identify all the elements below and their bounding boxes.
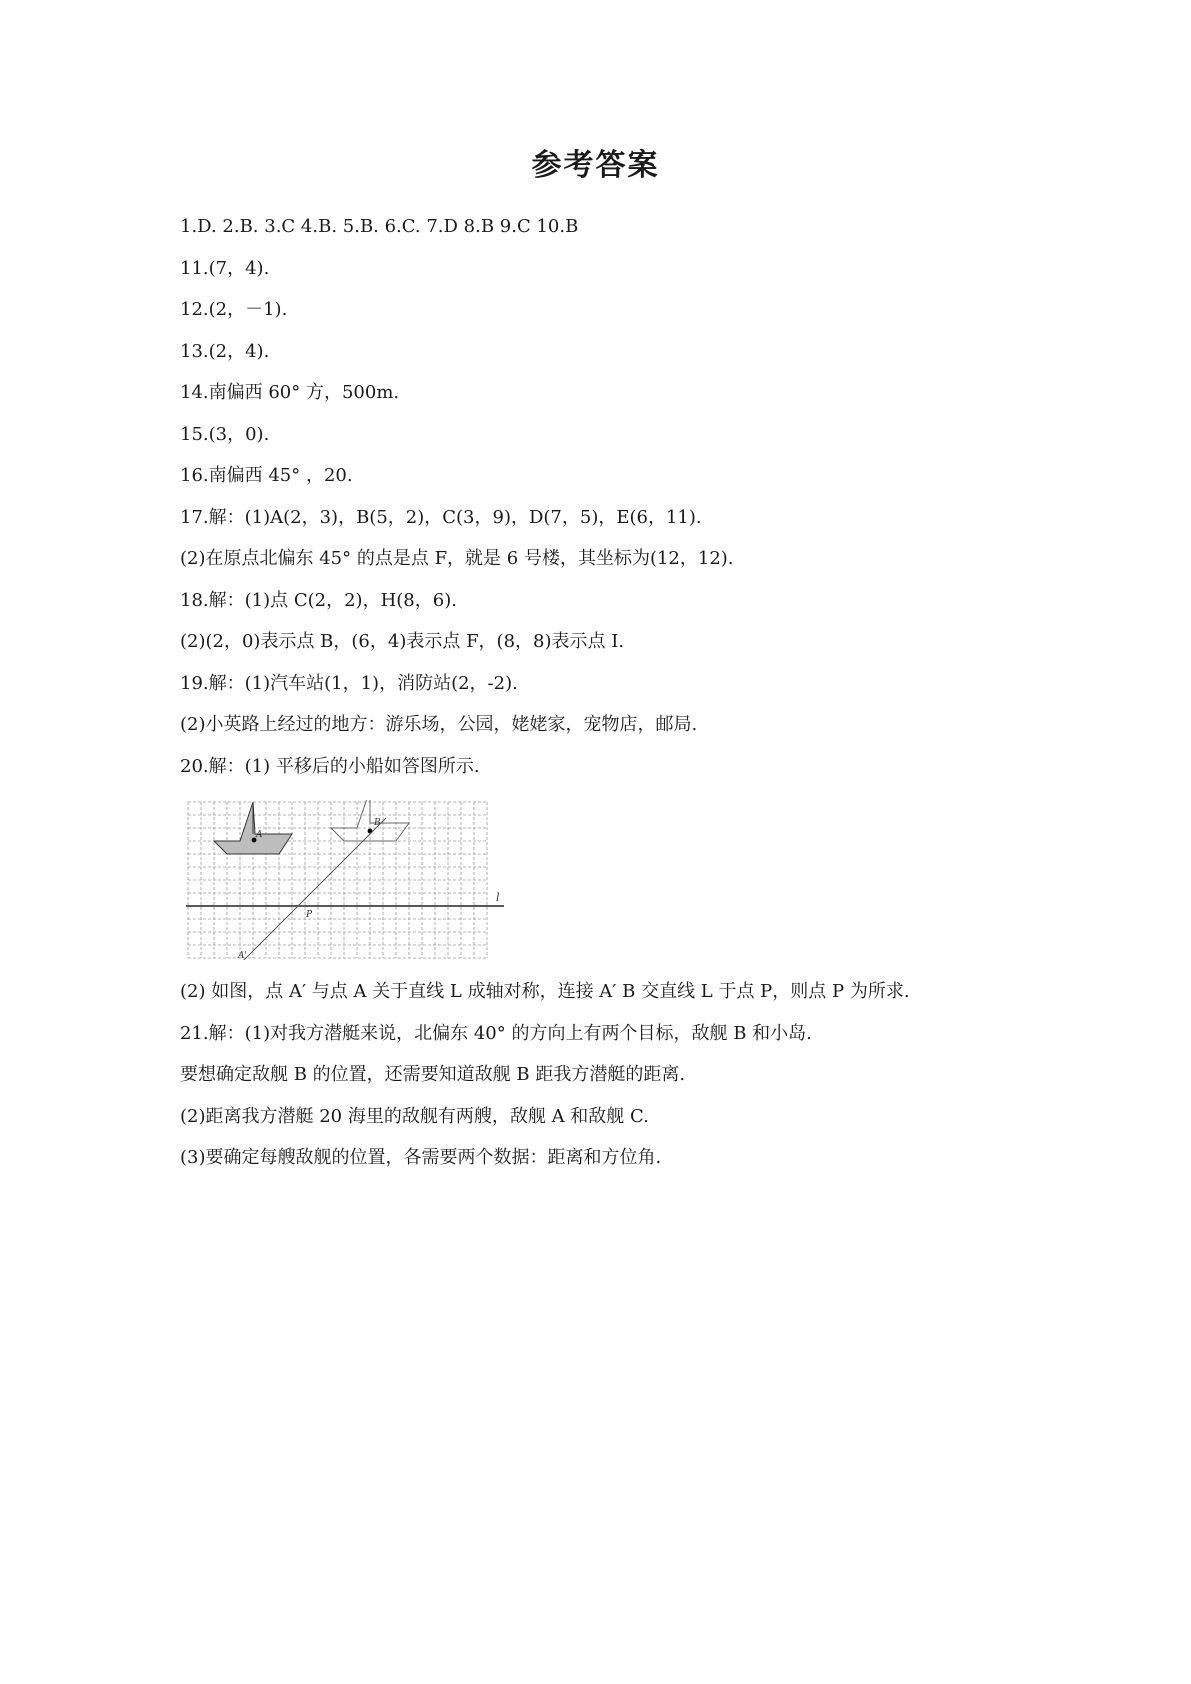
answer-line-21-1b: 要想确定敌舰 B 的位置，还需要知道敌舰 B 距我方潜艇的距离. <box>180 1064 686 1085</box>
page-title: 参考答案 <box>531 148 660 183</box>
answer-line-18-2: (2)(2，0)表示点 B，(6，4)表示点 F，(8，8)表示点 I. <box>180 631 625 652</box>
boat-grid-figure <box>186 800 516 960</box>
answer-line-17-1: 17.解：(1)A(2，3)，B(5，2)，C(3，9)，D(7，5)，E(6，11). <box>180 506 702 528</box>
point-b-label: B <box>374 818 381 828</box>
answer-line-19-1: 19.解：(1)汽车站(1，1)，消防站(2，-2). <box>180 672 518 694</box>
answer-line-20-1: 20.解：(1) 平移后的小船如答图所示. <box>180 755 480 777</box>
answer-list-top <box>180 206 1080 787</box>
answer-list-bottom <box>180 971 1100 1179</box>
grid-dashed <box>188 802 487 958</box>
answer-line-18-1: 18.解：(1)点 C(2，2)，H(8，6). <box>180 589 457 611</box>
point-a-label: A <box>256 830 263 840</box>
answer-line-20-2: (2) 如图，点 A′ 与点 A 关于直线 L 成轴对称，连接 A′ B 交直线 L 于点 P，则点 P 为所求. <box>180 981 910 1002</box>
line-l-label: l <box>496 891 500 904</box>
answer-line-17-2: (2)在原点北偏东 45° 的点是点 F，就是 6 号楼，其坐标为(12，12). <box>180 548 734 569</box>
answer-line-21-3: (3)要确定每艘敌舰的位置，各需要两个数据：距离和方位角. <box>180 1147 662 1168</box>
point-a-prime-label: A' <box>238 951 247 960</box>
answer-line-21-1: 21.解：(1)对我方潜艇来说，北偏东 40° 的方向上有两个目标，敌舰 B 和小岛. <box>180 1022 812 1044</box>
answer-line-choice: 1.D. 2.B. 3.C 4.B. 5.B. 6.C. 7.D 8.B 9.C 10.B <box>180 216 579 237</box>
answer-line-16: 16.南偏西 45° ，20. <box>180 465 353 486</box>
point-p-label: P <box>306 910 313 920</box>
answer-line-12: 12.(2，－1). <box>180 299 288 320</box>
answer-line-15: 15.(3，0). <box>180 423 270 445</box>
answer-line-21-2: (2)距离我方潜艇 20 海里的敌舰有两艘，敌舰 A 和敌舰 C. <box>180 1105 649 1127</box>
answer-line-11: 11.(7，4). <box>180 257 270 279</box>
answer-line-19-2: (2)小英路上经过的地方：游乐场，公园，姥姥家，宠物店，邮局. <box>180 714 698 735</box>
answer-line-14: 14.南偏西 60° 方，500m. <box>180 382 400 403</box>
answer-line-13: 13.(2，4). <box>180 340 270 362</box>
